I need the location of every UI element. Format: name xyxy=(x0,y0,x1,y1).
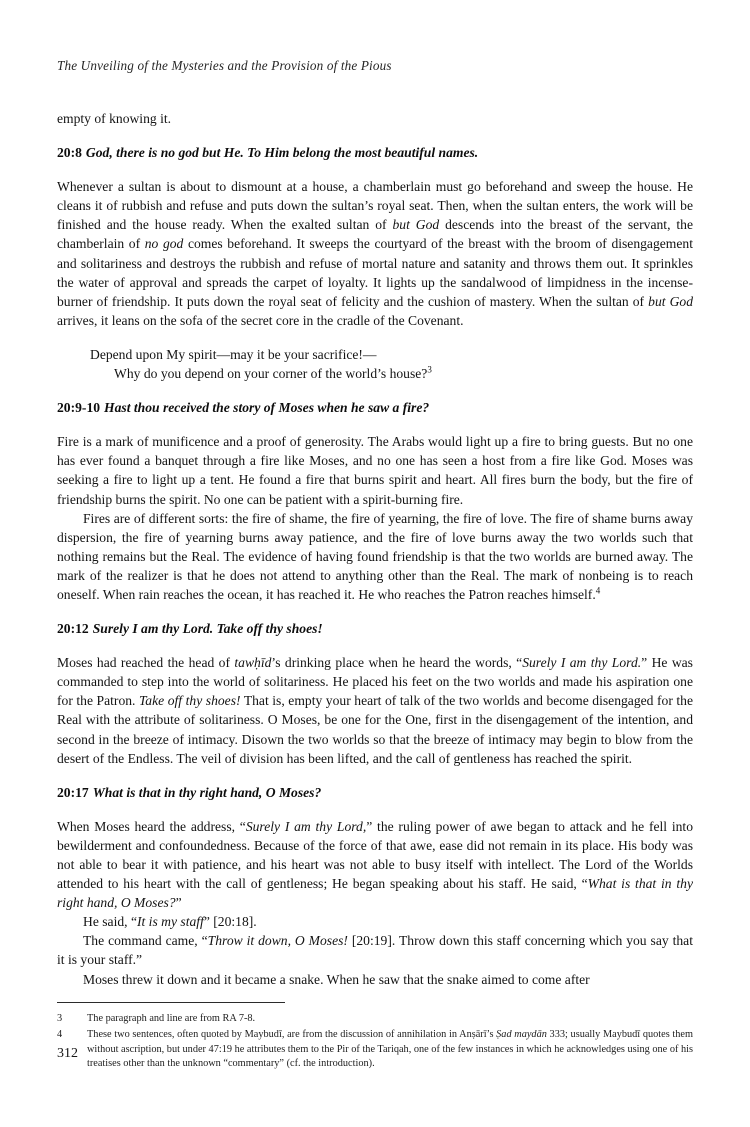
text-run: ” the ruling power of awe began to attack and he fell into bewilderment and confoundedness. Because of the force of that awe, ease did not remain in its place. His body was not able to bear it with patience, and his heart was not able to busy itself with intellect. The Lord of the Worlds attended to his heart with the call of gentleness; He began speaking about his staff. He said, “ xyxy=(57,818,693,892)
verse-heading-20-8 xyxy=(57,143,693,162)
page-content xyxy=(57,0,693,1074)
text-run: ” He was commanded to step into the world of solitariness. He placed his feet on the two worlds and made his aspiration one for the Patron. xyxy=(57,655,693,709)
page-number: 312 xyxy=(57,1046,78,1061)
running-head: The Unveiling of the Mysteries and the Provision of the Pious xyxy=(57,58,392,73)
paragraph-fire-1: Fire is a mark of munificence and a proof of generosity. The Arabs would light up a fire to bring guests. But no one has ever found a banquet through a fire like Moses, and no one has seen a host from a fire like God. Moses was seeking a fire to light up a tent. He found a fire that burns spirit and heart. All fires burn the body, but the fire of friendship burns the spirit. No one can be patient with a spirit-burning fire. xyxy=(57,434,693,507)
verse-text: What is that in thy right hand, O Moses? xyxy=(92,784,322,800)
poem-line-1: Depend upon My spirit—may it be your sacrifice!— xyxy=(90,346,377,362)
text-run: Moses had reached the head of xyxy=(57,655,235,671)
text-run: ’s drinking place when he heard the words, “ xyxy=(271,655,523,671)
footnote-text: 333; usually Maybudī quotes them without ascription, but under 47:19 he attributes them to the Pir of the Tariqah, one of the few instances in which he acknowledges using one of his treatises other than the unknown “commentary” (cf. the introduction). xyxy=(87,1029,693,1070)
verse-reference: 20:17 xyxy=(57,784,89,800)
verse-text: Hast thou received the story of Moses when he saw a fire? xyxy=(104,400,430,416)
verse-reference: 20:8 xyxy=(57,145,82,161)
verse-reference: 20:12 xyxy=(57,621,89,637)
footnote-4 xyxy=(57,1028,693,1072)
footnote-number: 4 xyxy=(57,1029,63,1041)
footnote-italic-title: Ṣad maydān xyxy=(496,1029,547,1041)
italic-it-is-my-staff: It is my staff xyxy=(136,914,204,930)
footnote-text: These two sentences, often quoted by Maybudī, are from the discussion of annihilation in Anṣārī’s xyxy=(87,1029,497,1041)
footnote-marker-3[interactable]: 3 xyxy=(427,364,432,375)
paragraph-moses-tawhid xyxy=(57,653,693,768)
text-run: [20:19]. Throw down this staff concerning which you say that it is your staff.” xyxy=(57,933,693,968)
text-run: descends into the breast of the servant, the chamberlain of xyxy=(57,217,693,252)
text-run: ” [20:18]. xyxy=(203,914,257,930)
paragraph-awe xyxy=(57,817,693,912)
footnote-number: 3 xyxy=(57,1012,63,1024)
verse-heading-20-9-10 xyxy=(57,398,693,417)
paragraph-snake: Moses threw it down and it became a snake. When he saw that the snake aimed to come after xyxy=(83,971,590,987)
footnote-separator-rule xyxy=(57,1002,285,1003)
footnotes-section xyxy=(57,1012,693,1072)
footnote-3 xyxy=(57,1012,693,1027)
italic-take-off-thy-shoes: Take off thy shoes! xyxy=(139,693,241,709)
text-run: ” xyxy=(175,895,182,911)
italic-tawhid: tawḥīd xyxy=(234,655,272,671)
text-run: Fires are of different sorts: the fire of shame, the fire of yearning, the fire of love. The fire of shame burns away dispersion, the fire of yearning burns away patience, and the fire of love burns away the two worlds such that nothing remains but the Real. The evidence of having found friendship is that the two worlds are burned away. The mark of the realizer is that he does not attend to anything other than the Real. The mark of nonbeing is to reach oneself. When rain reaches the ocean, it has reached it. He who reaches the Patron reaches himself. xyxy=(57,510,693,602)
italic-surely-i-am-thy-lord: Surely I am thy Lord. xyxy=(522,655,642,671)
verse-heading-20-12 xyxy=(57,619,693,638)
poetry-block xyxy=(57,345,693,383)
italic-but-god-1: but God xyxy=(392,217,440,233)
poem-line-2-text: Why do you depend on your corner of the world’s house? xyxy=(114,366,428,382)
footnote-marker-4[interactable]: 4 xyxy=(595,585,601,596)
paragraph-he-said-staff xyxy=(57,912,693,931)
italic-no-god: no god xyxy=(144,236,184,252)
italic-surely-i-am-thy-lord-2: Surely I am thy Lord, xyxy=(245,818,367,834)
text-run: arrives, it leans on the sofa of the secret core in the cradle of the Covenant. xyxy=(57,312,464,328)
text-run: He said, “ xyxy=(83,914,137,930)
paragraph-fire-2 xyxy=(57,509,693,604)
verse-text: Surely I am thy Lord. Take off thy shoes! xyxy=(92,621,323,637)
text-run: Whenever a sultan is about to dismount at a house, a chamberlain must go beforehand and sweep the house. He cleans it of rubbish and refuse and puts down the sultan’s royal seat. Then, when the sultan enters, the work will be finished and the house ready. When the exalted sultan of xyxy=(57,179,693,233)
italic-but-god-2: but God xyxy=(648,293,693,309)
footnote-text: The paragraph and line are from RA 7-8. xyxy=(87,1012,256,1024)
text-run: That is, empty your heart of talk of the two worlds and become disengaged for the Real with the attribute of solitariness. O Moses, be one for the One, first in the disengagement of the intention, and second in the breeze of intimacy. Disown the two worlds so that the breeze of intimacy may begin to blow from the desert of the Endless. The veil of division has been lifted, and the call of gentleness has reached the spirit. xyxy=(57,693,693,766)
paragraph-carryover: empty of knowing it. xyxy=(57,111,172,126)
italic-what-is-that: What is that in thy right hand, O Moses? xyxy=(57,876,693,911)
italic-throw-it-down: Throw it down, O Moses! xyxy=(207,933,348,949)
poem-line-2 xyxy=(114,364,693,383)
verse-reference: 20:9-10 xyxy=(57,400,101,416)
verse-heading-20-17 xyxy=(57,783,693,802)
paragraph-sultan xyxy=(57,177,693,330)
text-run: comes beforehand. It sweeps the courtyard of the breast with the broom of disengagement and solitariness and destroys the rubbish and refuse of mortal nature and satanity and throws them out. It sprinkles the water of approval and spreads the carpet of loyalty. It lights up the sandalwood of limpidness in the incense-burner of friendship. It puts down the royal seat of felicity and the cushion of mastery. When the sultan of xyxy=(57,236,693,309)
text-run: When Moses heard the address, “ xyxy=(57,818,246,834)
verse-text: God, there is no god but He. To Him belong the most beautiful names. xyxy=(85,145,479,161)
paragraph-command xyxy=(57,931,693,969)
text-run: The command came, “ xyxy=(83,933,208,949)
